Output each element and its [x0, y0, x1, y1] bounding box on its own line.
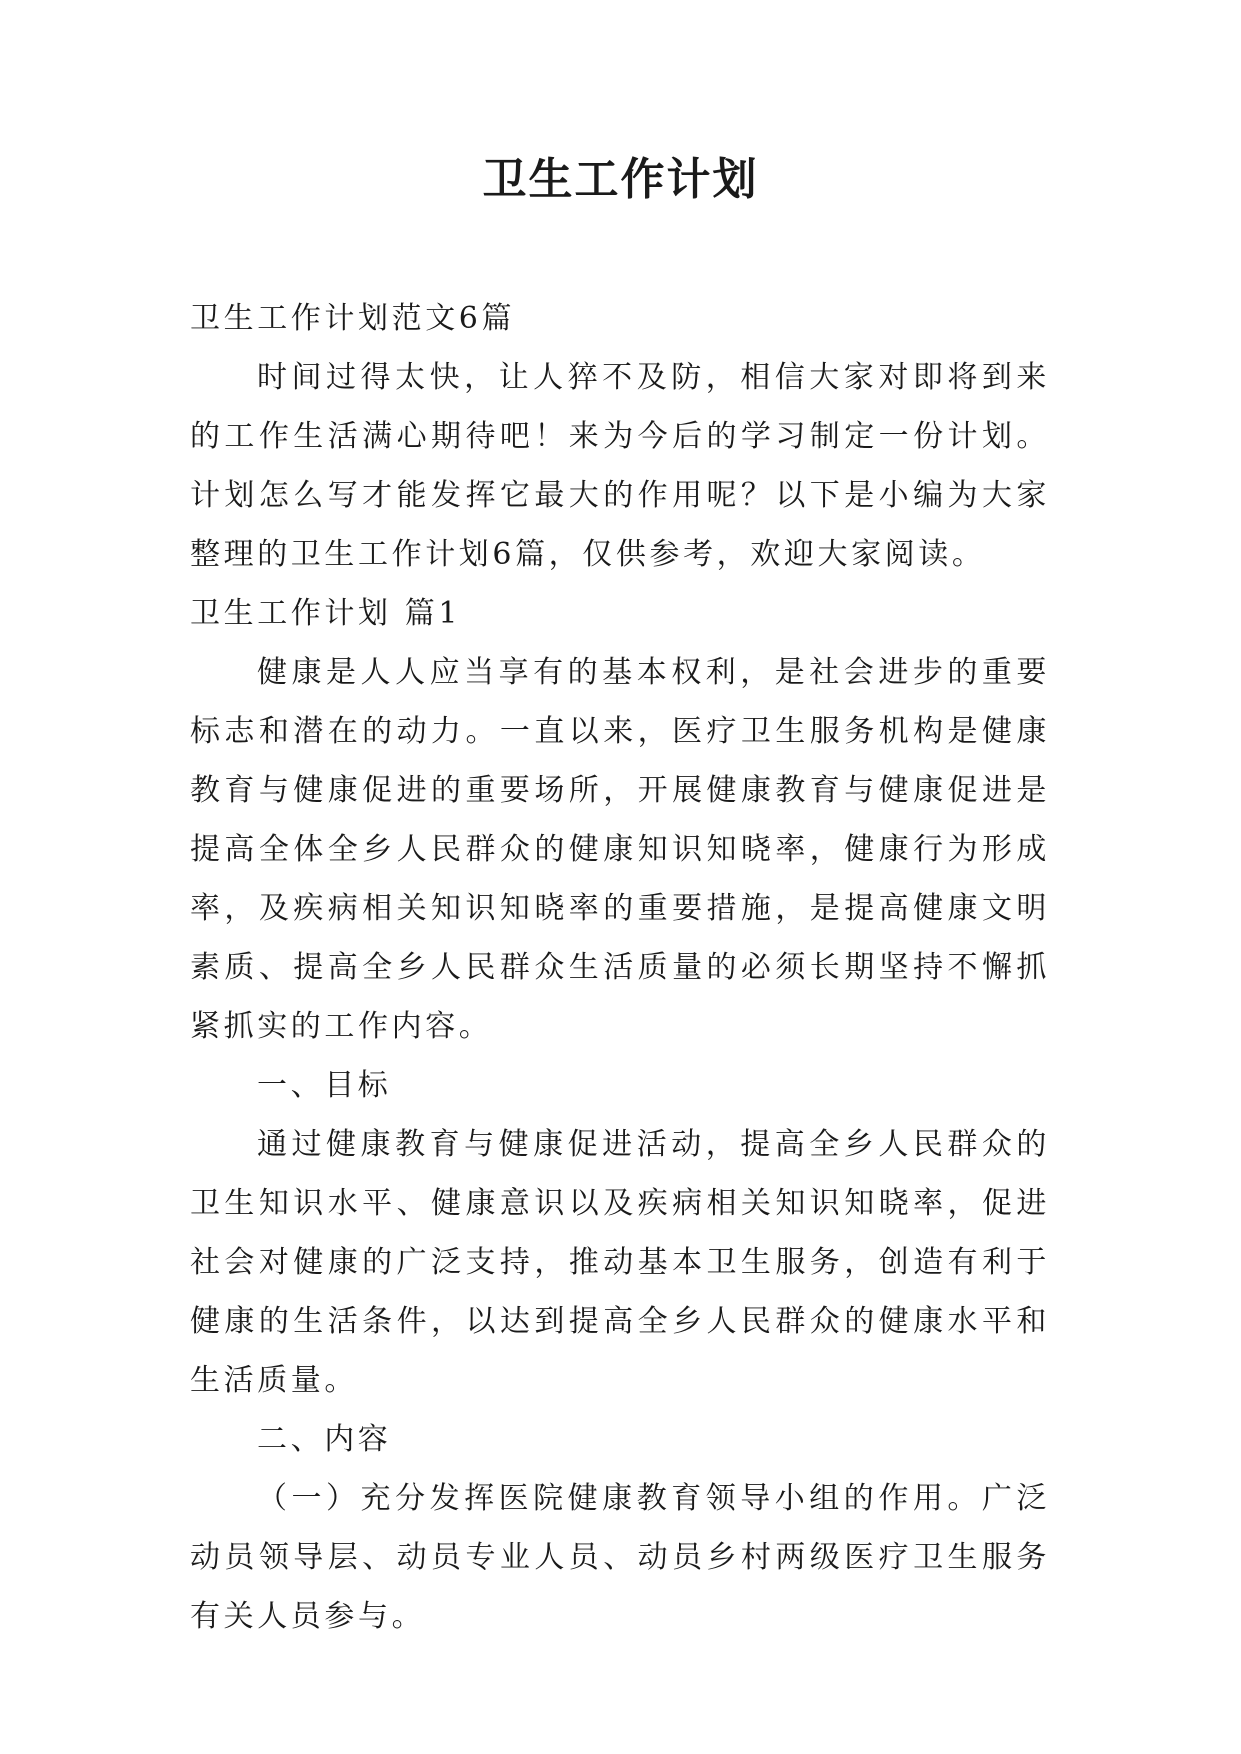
body-paragraph: 通过健康教育与健康促进活动，提高全乡人民群众的卫生知识水平、健康意识以及疾病相关知识知晓率，促进社会对健康的广泛支持，推动基本卫生服务，创造有利于健康的生活条件，以达到提高全乡人民群众的健康水平和生活质量。 — [190, 1127, 1050, 1398]
body-paragraph: 健康是人人应当享有的基本权利，是社会进步的重要标志和潜在的动力。一直以来，医疗卫生服务机构是健康教育与健康促进的重要场所，开展健康教育与健康促进是提高全体全乡人民群众的健康知识知晓率，健康行为形成率，及疾病相关知识知晓率的重要措施，是提高健康文明素质、提高全乡人民群众生活质量的必须长期坚持不懈抓紧抓实的工作内容。 — [190, 655, 1050, 1044]
body-paragraph: （一）充分发挥医院健康教育领导小组的作用。广泛动员领导层、动员专业人员、动员乡村两级医疗卫生服务有关人员参与。 — [190, 1481, 1050, 1634]
subheading-content: 二、内容 — [257, 1422, 392, 1457]
subheading-goals: 一、目标 — [257, 1068, 392, 1103]
section-heading-part-1: 卫生工作计划 篇1 — [190, 596, 462, 631]
intro-paragraph: 时间过得太快，让人猝不及防，相信大家对即将到来的工作生活满心期待吧！来为今后的学习制定一份计划。计划怎么写才能发挥它最大的作用呢？以下是小编为大家整理的卫生工作计划6篇，仅供参考，欢迎大家阅读。 — [190, 360, 1050, 572]
collection-heading: 卫生工作计划范文6篇 — [190, 301, 516, 336]
document-title: 卫生工作计划 — [482, 154, 759, 205]
document-body — [190, 289, 1050, 1646]
